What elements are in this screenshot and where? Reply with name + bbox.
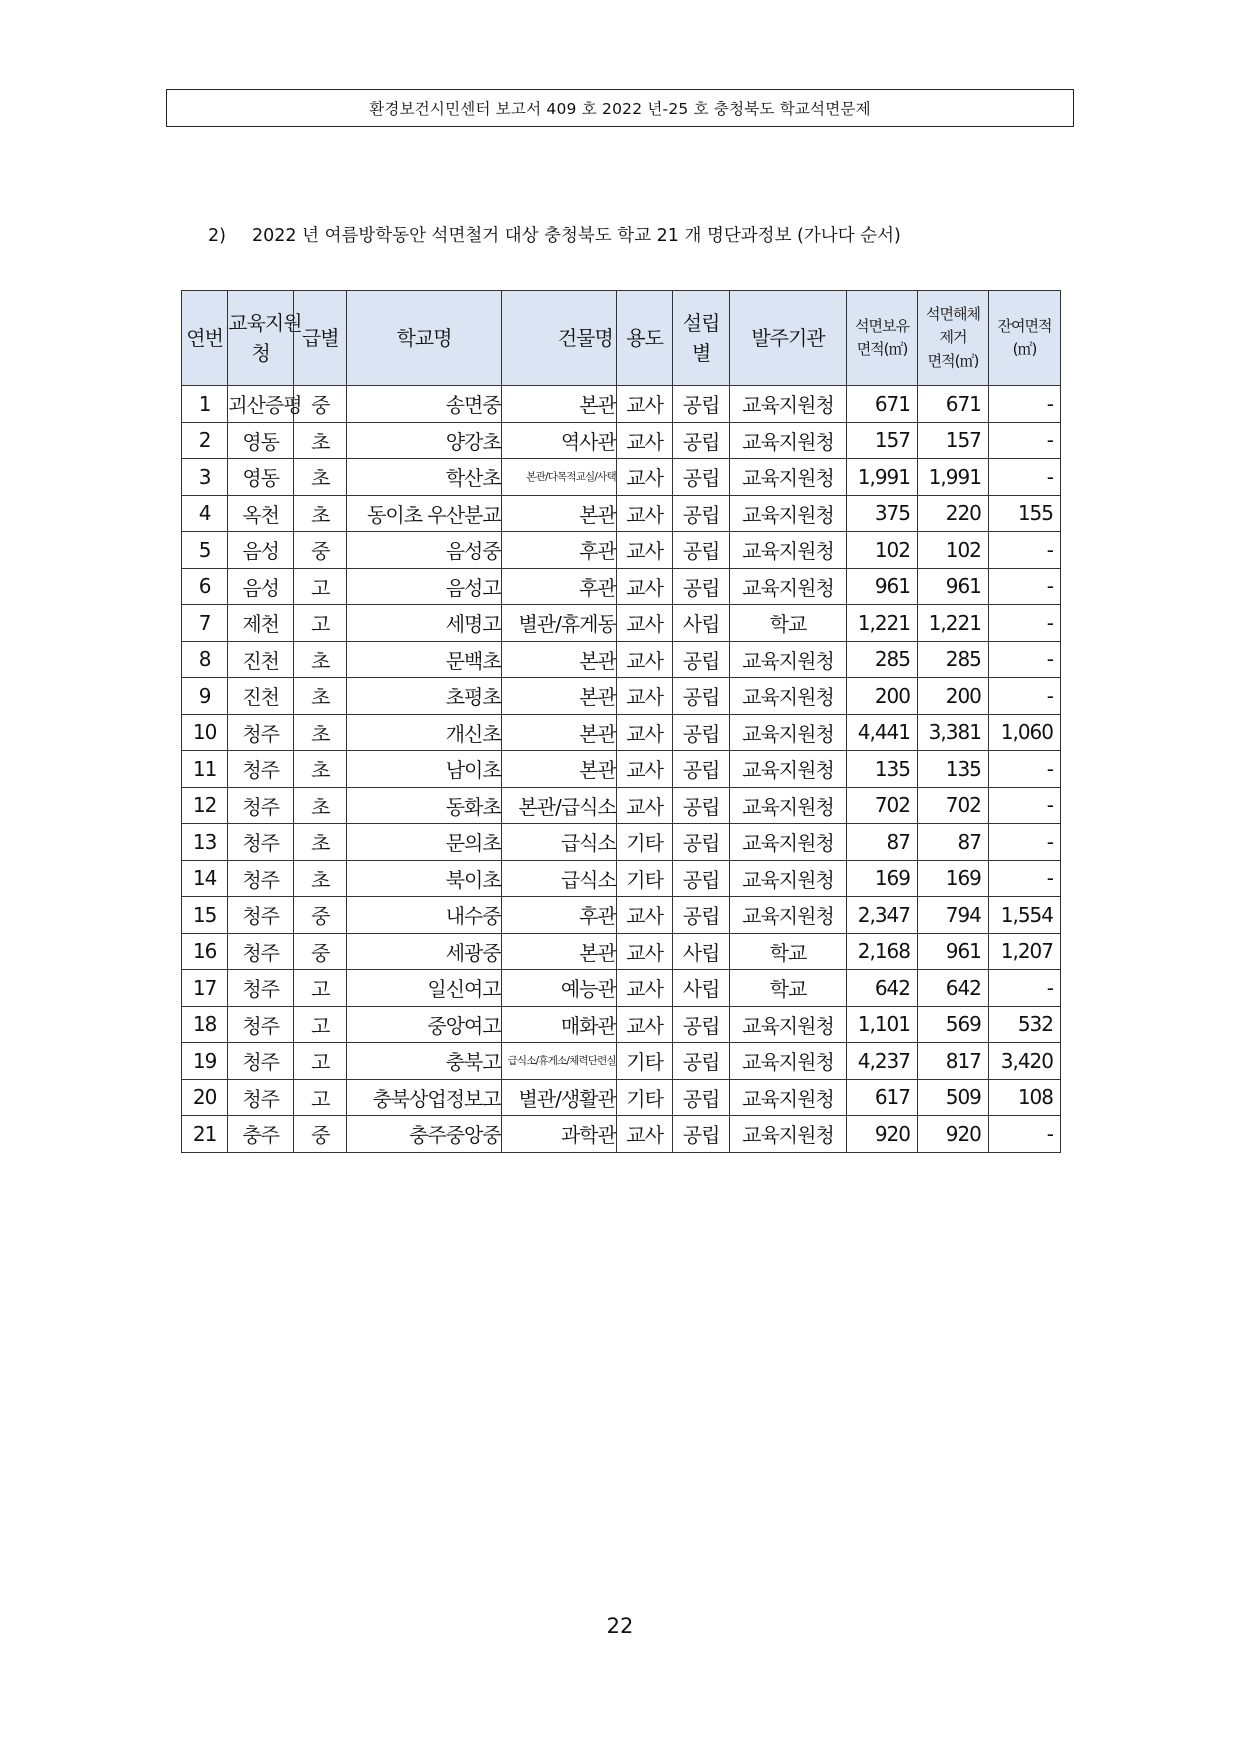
table-row <box>182 386 1061 423</box>
cell-office: 음성 <box>228 532 294 569</box>
cell-level: 중 <box>294 386 347 423</box>
cell-building: 역사관 <box>501 422 616 459</box>
table-row <box>182 422 1061 459</box>
cell-area: 671 <box>847 386 918 423</box>
cell-level: 중 <box>294 897 347 934</box>
cell-use: 교사 <box>616 422 673 459</box>
cell-no: 11 <box>182 751 228 788</box>
header-office: 교육지원 청 <box>228 291 294 386</box>
header-text: 환경보건시민센터 보고서 409 호 2022 년-25 호 충청북도 학교석면문제 <box>369 100 871 118</box>
cell-remain: - <box>988 824 1060 861</box>
cell-client: 교육지원청 <box>729 824 846 861</box>
cell-area: 4,237 <box>847 1043 918 1080</box>
cell-use: 교사 <box>616 1116 673 1153</box>
cell-client: 교육지원청 <box>729 495 846 532</box>
cell-no: 16 <box>182 933 228 970</box>
cell-no: 1 <box>182 386 228 423</box>
cell-no: 4 <box>182 495 228 532</box>
cell-office: 제천 <box>228 605 294 642</box>
cell-school: 학산초 <box>347 459 501 496</box>
cell-type: 공립 <box>673 678 730 715</box>
cell-use: 교사 <box>616 787 673 824</box>
cell-no: 10 <box>182 714 228 751</box>
cell-no: 14 <box>182 860 228 897</box>
cell-client: 교육지원청 <box>729 751 846 788</box>
cell-building: 급식소/휴게소/체력단련실 <box>501 1043 616 1080</box>
cell-school: 개신초 <box>347 714 501 751</box>
cell-remain: - <box>988 1116 1060 1153</box>
cell-type: 공립 <box>673 860 730 897</box>
cell-type: 공립 <box>673 568 730 605</box>
cell-client: 교육지원청 <box>729 459 846 496</box>
cell-type: 공립 <box>673 1006 730 1043</box>
cell-office: 청주 <box>228 1043 294 1080</box>
cell-use: 교사 <box>616 714 673 751</box>
cell-client: 교육지원청 <box>729 641 846 678</box>
cell-client: 교육지원청 <box>729 678 846 715</box>
cell-area: 157 <box>847 422 918 459</box>
cell-use: 교사 <box>616 459 673 496</box>
header-client: 발주기관 <box>729 291 846 386</box>
cell-school: 음성고 <box>347 568 501 605</box>
cell-level: 초 <box>294 787 347 824</box>
cell-removed: 509 <box>918 1079 989 1116</box>
header-building: 건물명 <box>501 291 616 386</box>
cell-school: 남이초 <box>347 751 501 788</box>
cell-no: 21 <box>182 1116 228 1153</box>
cell-removed: 702 <box>918 787 989 824</box>
cell-remain: - <box>988 751 1060 788</box>
cell-type: 사립 <box>673 605 730 642</box>
cell-level: 초 <box>294 459 347 496</box>
cell-level: 중 <box>294 1116 347 1153</box>
cell-remain: - <box>988 386 1060 423</box>
cell-building: 별관/휴게동 <box>501 605 616 642</box>
cell-area: 961 <box>847 568 918 605</box>
cell-type: 공립 <box>673 897 730 934</box>
cell-removed: 87 <box>918 824 989 861</box>
header-type: 설립 별 <box>673 291 730 386</box>
document-header <box>166 89 1074 127</box>
cell-remain: 1,060 <box>988 714 1060 751</box>
table-row <box>182 751 1061 788</box>
cell-use: 교사 <box>616 641 673 678</box>
header-school: 학교명 <box>347 291 501 386</box>
cell-use: 교사 <box>616 1006 673 1043</box>
cell-office: 청주 <box>228 1006 294 1043</box>
cell-school: 양강초 <box>347 422 501 459</box>
cell-school: 음성중 <box>347 532 501 569</box>
cell-area: 169 <box>847 860 918 897</box>
cell-area: 87 <box>847 824 918 861</box>
cell-removed: 569 <box>918 1006 989 1043</box>
cell-school: 문의초 <box>347 824 501 861</box>
cell-office: 충주 <box>228 1116 294 1153</box>
cell-remain: 532 <box>988 1006 1060 1043</box>
table-header-row <box>182 291 1061 386</box>
cell-school: 세광중 <box>347 933 501 970</box>
table-row <box>182 897 1061 934</box>
cell-area: 135 <box>847 751 918 788</box>
cell-no: 5 <box>182 532 228 569</box>
cell-area: 102 <box>847 532 918 569</box>
cell-level: 초 <box>294 751 347 788</box>
cell-client: 교육지원청 <box>729 1116 846 1153</box>
cell-level: 고 <box>294 568 347 605</box>
cell-no: 20 <box>182 1079 228 1116</box>
cell-school: 일신여고 <box>347 970 501 1007</box>
cell-level: 초 <box>294 641 347 678</box>
cell-building: 급식소 <box>501 860 616 897</box>
cell-area: 2,347 <box>847 897 918 934</box>
cell-school: 송면중 <box>347 386 501 423</box>
cell-building: 본관 <box>501 678 616 715</box>
cell-removed: 794 <box>918 897 989 934</box>
cell-client: 교육지원청 <box>729 787 846 824</box>
cell-level: 고 <box>294 1043 347 1080</box>
cell-use: 기타 <box>616 1079 673 1116</box>
cell-remain: 108 <box>988 1079 1060 1116</box>
cell-use: 교사 <box>616 568 673 605</box>
cell-building: 본관 <box>501 714 616 751</box>
cell-office: 진천 <box>228 641 294 678</box>
cell-office: 청주 <box>228 751 294 788</box>
cell-removed: 817 <box>918 1043 989 1080</box>
cell-use: 기타 <box>616 1043 673 1080</box>
header-use: 용도 <box>616 291 673 386</box>
cell-building: 과학관 <box>501 1116 616 1153</box>
table-row <box>182 860 1061 897</box>
cell-no: 8 <box>182 641 228 678</box>
cell-level: 고 <box>294 1079 347 1116</box>
table-row <box>182 459 1061 496</box>
cell-removed: 961 <box>918 568 989 605</box>
cell-building: 후관 <box>501 897 616 934</box>
cell-no: 15 <box>182 897 228 934</box>
header-no: 연번 <box>182 291 228 386</box>
cell-remain: 155 <box>988 495 1060 532</box>
header-level: 급별 <box>294 291 347 386</box>
cell-client: 교육지원청 <box>729 897 846 934</box>
table-row <box>182 933 1061 970</box>
cell-remain: - <box>988 678 1060 715</box>
cell-building: 별관/생활관 <box>501 1079 616 1116</box>
cell-building: 본관 <box>501 641 616 678</box>
cell-client: 학교 <box>729 970 846 1007</box>
cell-office: 괴산증평 <box>228 386 294 423</box>
header-area: 석면보유 면적(㎡) <box>847 291 918 386</box>
cell-type: 공립 <box>673 824 730 861</box>
cell-office: 진천 <box>228 678 294 715</box>
cell-remain: - <box>988 459 1060 496</box>
cell-level: 중 <box>294 532 347 569</box>
cell-use: 교사 <box>616 495 673 532</box>
cell-use: 기타 <box>616 860 673 897</box>
cell-removed: 135 <box>918 751 989 788</box>
cell-removed: 671 <box>918 386 989 423</box>
cell-area: 2,168 <box>847 933 918 970</box>
cell-level: 중 <box>294 933 347 970</box>
cell-client: 교육지원청 <box>729 568 846 605</box>
cell-level: 고 <box>294 1006 347 1043</box>
cell-area: 642 <box>847 970 918 1007</box>
cell-no: 12 <box>182 787 228 824</box>
cell-building: 본관/급식소 <box>501 787 616 824</box>
cell-use: 교사 <box>616 751 673 788</box>
cell-area: 702 <box>847 787 918 824</box>
cell-remain: - <box>988 422 1060 459</box>
cell-remain: 1,554 <box>988 897 1060 934</box>
cell-level: 고 <box>294 605 347 642</box>
cell-client: 교육지원청 <box>729 714 846 751</box>
cell-no: 9 <box>182 678 228 715</box>
cell-school: 내수중 <box>347 897 501 934</box>
cell-office: 청주 <box>228 1079 294 1116</box>
cell-area: 1,101 <box>847 1006 918 1043</box>
cell-no: 19 <box>182 1043 228 1080</box>
cell-office: 청주 <box>228 824 294 861</box>
cell-no: 2 <box>182 422 228 459</box>
section-title-text: 2022 년 여름방학동안 석면철거 대상 충청북도 학교 21 개 명단과정보 (가나다 순서) <box>252 226 901 246</box>
cell-area: 617 <box>847 1079 918 1116</box>
school-asbestos-table <box>181 290 1061 1153</box>
cell-area: 1,991 <box>847 459 918 496</box>
cell-area: 200 <box>847 678 918 715</box>
table-row <box>182 824 1061 861</box>
cell-building: 본관 <box>501 933 616 970</box>
cell-type: 사립 <box>673 933 730 970</box>
cell-area: 375 <box>847 495 918 532</box>
cell-level: 초 <box>294 714 347 751</box>
table-row <box>182 641 1061 678</box>
cell-removed: 157 <box>918 422 989 459</box>
cell-level: 고 <box>294 970 347 1007</box>
cell-school: 충북상업정보고 <box>347 1079 501 1116</box>
cell-level: 초 <box>294 422 347 459</box>
cell-school: 충북고 <box>347 1043 501 1080</box>
cell-removed: 200 <box>918 678 989 715</box>
cell-removed: 961 <box>918 933 989 970</box>
cell-school: 세명고 <box>347 605 501 642</box>
cell-office: 영동 <box>228 422 294 459</box>
cell-type: 공립 <box>673 459 730 496</box>
cell-no: 3 <box>182 459 228 496</box>
cell-removed: 285 <box>918 641 989 678</box>
table-row <box>182 787 1061 824</box>
cell-school: 동화초 <box>347 787 501 824</box>
cell-use: 교사 <box>616 386 673 423</box>
cell-client: 교육지원청 <box>729 1043 846 1080</box>
cell-office: 영동 <box>228 459 294 496</box>
cell-level: 초 <box>294 678 347 715</box>
table-row <box>182 1079 1061 1116</box>
cell-office: 청주 <box>228 933 294 970</box>
cell-building: 매화관 <box>501 1006 616 1043</box>
cell-no: 7 <box>182 605 228 642</box>
cell-level: 초 <box>294 860 347 897</box>
cell-use: 교사 <box>616 678 673 715</box>
cell-office: 청주 <box>228 970 294 1007</box>
header-removed: 석면해체 제거 면적(㎡) <box>918 291 989 386</box>
cell-no: 13 <box>182 824 228 861</box>
cell-type: 공립 <box>673 787 730 824</box>
cell-use: 교사 <box>616 970 673 1007</box>
cell-removed: 220 <box>918 495 989 532</box>
cell-type: 공립 <box>673 386 730 423</box>
cell-type: 공립 <box>673 532 730 569</box>
table-row <box>182 1043 1061 1080</box>
cell-level: 초 <box>294 495 347 532</box>
table-row <box>182 605 1061 642</box>
cell-remain: 1,207 <box>988 933 1060 970</box>
cell-office: 청주 <box>228 787 294 824</box>
cell-no: 18 <box>182 1006 228 1043</box>
cell-removed: 642 <box>918 970 989 1007</box>
cell-type: 공립 <box>673 422 730 459</box>
cell-use: 교사 <box>616 605 673 642</box>
cell-client: 교육지원청 <box>729 422 846 459</box>
cell-client: 교육지원청 <box>729 1079 846 1116</box>
cell-removed: 102 <box>918 532 989 569</box>
cell-office: 청주 <box>228 860 294 897</box>
cell-client: 학교 <box>729 933 846 970</box>
cell-no: 6 <box>182 568 228 605</box>
table-row <box>182 568 1061 605</box>
cell-area: 285 <box>847 641 918 678</box>
cell-type: 사립 <box>673 970 730 1007</box>
cell-remain: - <box>988 970 1060 1007</box>
table-row <box>182 532 1061 569</box>
cell-remain: - <box>988 860 1060 897</box>
cell-remain: - <box>988 641 1060 678</box>
cell-building: 본관 <box>501 495 616 532</box>
table-row <box>182 1116 1061 1153</box>
cell-building: 후관 <box>501 532 616 569</box>
cell-building: 본관 <box>501 386 616 423</box>
cell-area: 4,441 <box>847 714 918 751</box>
cell-school: 중앙여고 <box>347 1006 501 1043</box>
cell-type: 공립 <box>673 641 730 678</box>
cell-office: 옥천 <box>228 495 294 532</box>
cell-building: 급식소 <box>501 824 616 861</box>
cell-school: 동이초 우산분교 <box>347 495 501 532</box>
cell-client: 학교 <box>729 605 846 642</box>
cell-removed: 169 <box>918 860 989 897</box>
cell-building: 예능관 <box>501 970 616 1007</box>
cell-area: 1,221 <box>847 605 918 642</box>
cell-removed: 1,991 <box>918 459 989 496</box>
cell-remain: - <box>988 787 1060 824</box>
cell-removed: 3,381 <box>918 714 989 751</box>
cell-use: 교사 <box>616 532 673 569</box>
cell-building: 후관 <box>501 568 616 605</box>
cell-school: 충주중앙중 <box>347 1116 501 1153</box>
section-number: 2) <box>208 226 226 246</box>
table-row <box>182 714 1061 751</box>
cell-type: 공립 <box>673 495 730 532</box>
table-row <box>182 495 1061 532</box>
header-remain: 잔여면적 (㎡) <box>988 291 1060 386</box>
cell-remain: 3,420 <box>988 1043 1060 1080</box>
cell-type: 공립 <box>673 714 730 751</box>
cell-use: 기타 <box>616 824 673 861</box>
cell-office: 청주 <box>228 714 294 751</box>
cell-school: 북이초 <box>347 860 501 897</box>
cell-remain: - <box>988 568 1060 605</box>
cell-removed: 920 <box>918 1116 989 1153</box>
cell-client: 교육지원청 <box>729 1006 846 1043</box>
cell-building: 본관/다목적교실/사택 <box>501 459 616 496</box>
cell-school: 초평초 <box>347 678 501 715</box>
table-row <box>182 678 1061 715</box>
cell-type: 공립 <box>673 1043 730 1080</box>
cell-remain: - <box>988 532 1060 569</box>
page-number: 22 <box>606 1614 634 1638</box>
cell-office: 청주 <box>228 897 294 934</box>
cell-type: 공립 <box>673 1079 730 1116</box>
cell-removed: 1,221 <box>918 605 989 642</box>
table-body <box>182 386 1061 1153</box>
cell-use: 교사 <box>616 933 673 970</box>
cell-use: 교사 <box>616 897 673 934</box>
cell-type: 공립 <box>673 751 730 788</box>
cell-school: 문백초 <box>347 641 501 678</box>
table-row <box>182 1006 1061 1043</box>
cell-client: 교육지원청 <box>729 386 846 423</box>
cell-client: 교육지원청 <box>729 860 846 897</box>
cell-type: 공립 <box>673 1116 730 1153</box>
cell-remain: - <box>988 605 1060 642</box>
cell-office: 음성 <box>228 568 294 605</box>
cell-no: 17 <box>182 970 228 1007</box>
cell-level: 초 <box>294 824 347 861</box>
table-row <box>182 970 1061 1007</box>
cell-client: 교육지원청 <box>729 532 846 569</box>
cell-area: 920 <box>847 1116 918 1153</box>
cell-building: 본관 <box>501 751 616 788</box>
section-title <box>208 222 901 247</box>
